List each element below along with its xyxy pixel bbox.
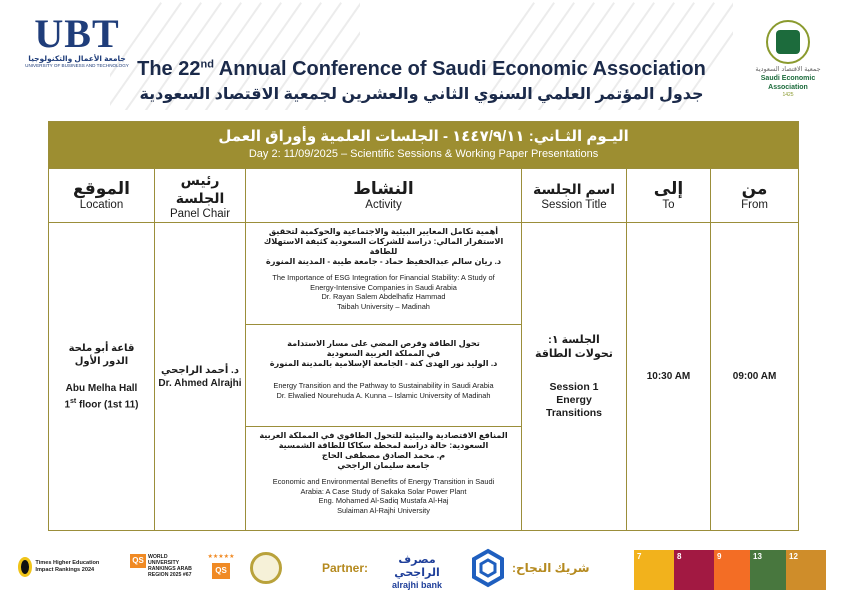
col-from: من From: [711, 169, 799, 223]
sea-logo-english: Saudi Economic Association: [760, 75, 816, 91]
sdg-13-icon: 13: [750, 550, 786, 590]
sdg-7-icon: 7: [634, 550, 674, 590]
location-cell: قاعة أبو ملحة الدور الأول Abu Melha Hall 1st floor (1st 11): [49, 223, 155, 531]
schedule-table: [48, 121, 799, 531]
col-location: الموقع Location: [49, 169, 155, 223]
qs-stars-badge: ★★★★★ QS: [206, 554, 236, 584]
page-title-arabic: جدول المؤتمر العلمي السنوي الثاني والعشرين لجمعية الاقتصاد السعودية: [139, 86, 704, 103]
success-partner-label: شريك النجاح:: [512, 561, 590, 575]
talk-item: أهمية تكامل المعايير البيئية والاجتماعية والحوكمية لتحقيق الاستقرار المالي: دراسة للشركات السعودية كثيفة الاستهلاك للطاقة د. ريان سالم عبدالحفيظ حماد - جامعة طيبة - المدينة المنورة The Importance of ESG Integration for Financial Stability: A Study of Energy-Intensive Companies in Saudi Arabia Dr. Rayan Salem Abdelhafiz Hammad Taibah University – Madinah: [246, 223, 521, 325]
sdg-8-icon: 8: [674, 550, 714, 590]
start-time-cell: 09:00 AM: [711, 223, 799, 531]
ubt-logo-mark: UBT: [34, 11, 120, 56]
col-to: إلى To: [627, 169, 711, 223]
footer: [0, 548, 843, 592]
alrajhi-mark-icon: [468, 548, 508, 588]
day-banner-arabic: اليـوم الثـاني: ١٤٤٧/٩/١١ - الجلسات العلمية وأوراق العمل: [218, 128, 629, 145]
qs-arab-ranking-badge: QS WORLD UNIVERSITY RANKINGS ARAB REGION 2025 #67: [130, 554, 202, 584]
table-row: [49, 223, 799, 531]
talk-item: تحول الطاقة وفرص المضي على مسار الاستدامة في المملكة العربية السعودية د. الوليد نور الهدى كنة - الجامعة الإسلامية بالمدينة المنورة Energy Transition and the Pathway to Sustainability in Saudi Arabia Dr. Elwalied Nourehuda A. Kunna – Islamic University of Madinah: [246, 325, 521, 427]
page-title: The 22nd Annual Conference of Saudi Economic Association: [137, 58, 706, 80]
column-headers: [49, 169, 799, 223]
the-impact-badge: Times Higher Education Impact Rankings 2024: [18, 556, 110, 578]
col-session: اسم الجلسة Session Title: [522, 169, 627, 223]
sdg-12-icon: 12: [786, 550, 826, 590]
qs-icon: QS: [130, 554, 146, 568]
accreditation-seal-icon: [250, 552, 282, 584]
activity-cell: [246, 223, 522, 531]
day-banner-english: Day 2: 11/09/2025 – Scientific Sessions & Working Paper Presentations: [248, 148, 599, 160]
stars-icon: ★★★★★: [207, 554, 235, 560]
sea-logo-year: 1425: [782, 92, 794, 98]
the-badge-icon: [18, 557, 32, 577]
sea-logo-arabic: جمعية الاقتصاد السعودية: [755, 66, 821, 73]
ubt-logo-english: UNIVERSITY OF BUSINESS AND TECHNOLOGY: [25, 63, 129, 68]
col-chair: رئيس الجلسة Panel Chair: [155, 169, 246, 223]
chair-cell: د. أحمد الراجحي Dr. Ahmed Alrajhi: [155, 223, 246, 531]
sdg-9-icon: 9: [714, 550, 750, 590]
talk-item: المنافع الاقتصادية والبيئية للتحول الطاقوي في المملكة العربية السعودية: حالة دراسة لمحطة سكاكا للطاقة الشمسية م. محمد الصادق مصطفى الحاج جامعة سليمان الراجحي Economic and Environmental Benefits of Energy Transition in Saudi Arabia: A Case Study of Sakaka Solar Power Plant Eng. Mohamed Al-Sadiq Mustafa Al-Haj Sulaiman Al-Rajhi University: [259, 431, 508, 515]
partner-label: Partner:: [322, 561, 369, 575]
session-title-cell: الجلسة ١: تحولات الطاقة Session 1 Energy Transitions: [522, 223, 627, 531]
day-banner: [49, 122, 799, 169]
alrajhi-logo: مصرف الراجحي alrajhi bank: [391, 554, 443, 590]
col-activity: النشاط Activity: [246, 169, 522, 223]
ubt-logo-arabic: جامعة الأعمال والتكنولوجيا: [28, 54, 126, 63]
end-time-cell: 10:30 AM: [627, 223, 711, 531]
